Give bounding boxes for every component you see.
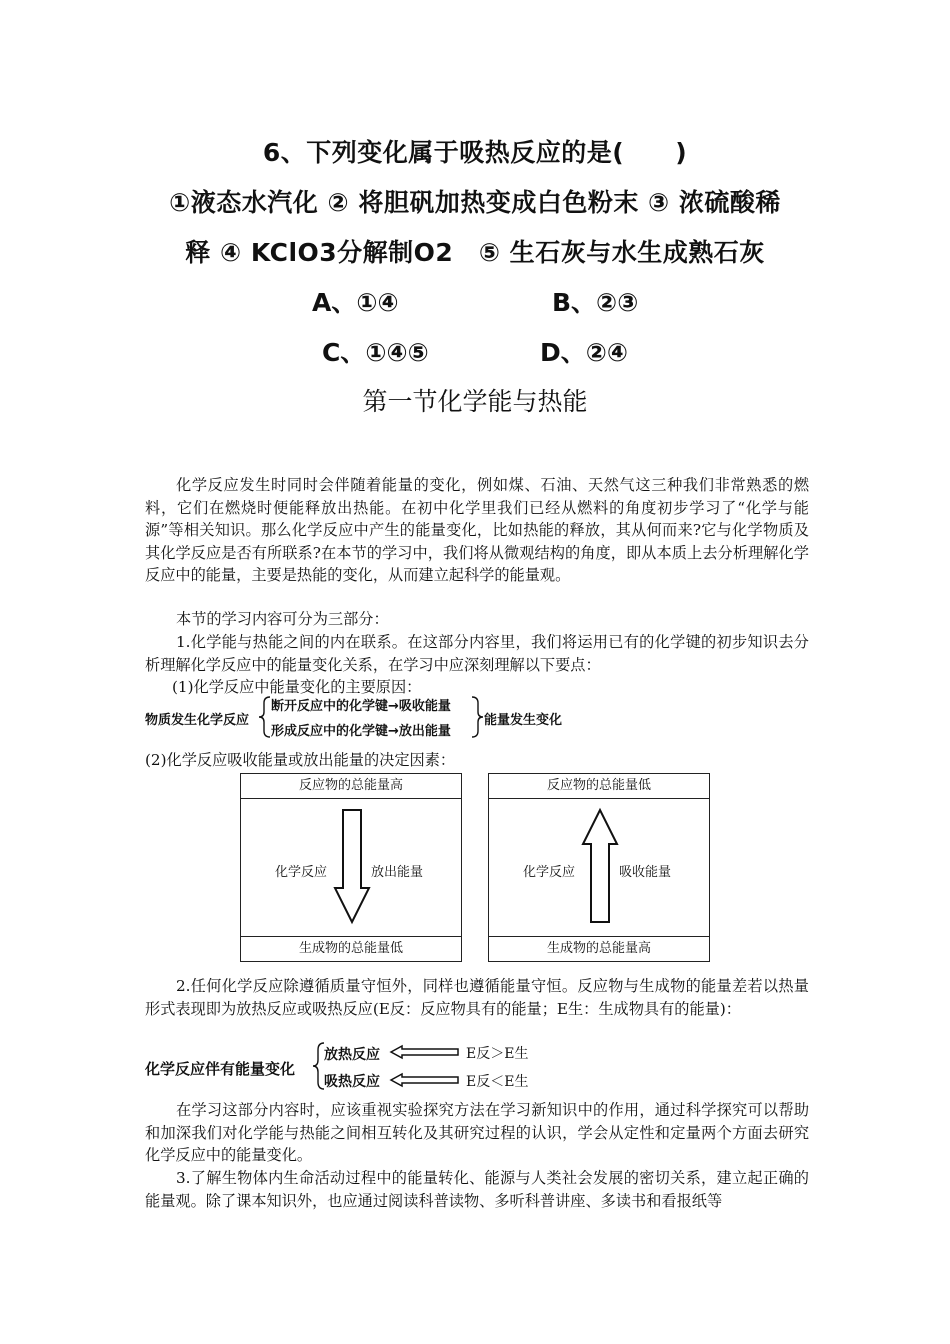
- parts-paragraph: 本节的学习内容可分为三部分：: [176, 610, 389, 628]
- exothermic-box: [240, 773, 462, 962]
- question-choices-line1: ①液态水汽化 ② 将胆矾加热变成白色粉末 ③ 浓硫酸稀: [169, 188, 781, 217]
- question-stem: 6、下列变化属于吸热反应的是( ): [262, 138, 688, 167]
- right-brace-icon: [470, 696, 484, 738]
- point2-paragraph: 2.任何化学反应除遵循质量守恒外，同样也遵循能量守恒。反应物与生成物的能量差若以热量形式表现即为放热反应或吸热反应(E反：反应物具有的能量；E生：生成物具有的能量)：: [145, 977, 809, 1018]
- question-choices-line2: 释 ④ KClO3分解制O2 ⑤ 生石灰与水生成熟石灰: [185, 238, 765, 267]
- sub2-heading: (2)化学反应吸收能量或放出能量的决定因素：: [145, 751, 456, 769]
- reaction-label: 化学反应: [523, 865, 576, 880]
- product-energy-low: 生成物的总能量低: [241, 936, 461, 961]
- absorb-energy-label: 吸收能量: [619, 865, 672, 880]
- endothermic-relation: E反＜E生: [466, 1074, 529, 1090]
- left-arrow-icon: [390, 1073, 460, 1087]
- section-title: 第一节化学能与热能: [362, 387, 588, 416]
- reaction-label: 化学反应: [275, 865, 328, 880]
- release-energy-label: 放出能量: [371, 865, 424, 880]
- scheme1-bottom: 形成反应中的化学键→放出能量: [271, 724, 451, 739]
- left-brace-icon: [258, 696, 272, 738]
- up-arrow-icon: [581, 808, 619, 924]
- reactant-energy-low: 反应物的总能量低: [489, 774, 709, 799]
- option-b: B、②③: [552, 288, 639, 317]
- scheme1-top: 断开反应中的化学键→吸收能量: [271, 699, 451, 714]
- scheme2-left: 化学反应伴有能量变化: [145, 1060, 296, 1078]
- option-d: D、②④: [540, 338, 629, 367]
- endothermic-box: [488, 773, 710, 962]
- endothermic-label: 吸热反应: [324, 1074, 380, 1090]
- option-c: C、①④⑤: [322, 338, 429, 367]
- exothermic-relation: E反＞E生: [466, 1046, 529, 1062]
- scheme1-right: 能量发生变化: [484, 713, 563, 728]
- intro-paragraph: 化学反应发生时同时会伴随着能量的变化，例如煤、石油、天然气这三种我们非常熟悉的燃料，它们在燃烧时便能释放出热能。在初中化学里我们已经从燃料的角度初步学习了“化学与能源”等相关知识。那么化学反应中产生的能量变化，比如热能的释放，其从何而来?它与化学物质及其化学反应是否有所联系?在本节的学习中，我们将从微观结构的角度，即从本质上去分析理解化学反应中的能量，主要是热能的变化，从而建立起科学的能量观。: [145, 476, 809, 584]
- left-arrow-icon: [390, 1045, 460, 1059]
- study-paragraph: 在学习这部分内容时，应该重视实验探究方法在学习新知识中的作用，通过科学探究可以帮助和加深我们对化学能与热能之间相互转化及其研究过程的认识，学会从定性和定量两个方面去研究化学反应中的能量变化。: [145, 1101, 809, 1164]
- exothermic-label: 放热反应: [324, 1047, 380, 1063]
- reactant-energy-high: 反应物的总能量高: [241, 774, 461, 799]
- option-a: A、①④: [312, 288, 399, 317]
- product-energy-high: 生成物的总能量高: [489, 936, 709, 961]
- point3-paragraph: 3.了解生物体内生命活动过程中的能量转化、能源与人类社会发展的密切关系，建立起正确的能量观。除了课本知识外，也应通过阅读科普读物、多听科普讲座、多读书和看报纸等: [145, 1169, 809, 1210]
- scheme1-left: 物质发生化学反应: [145, 713, 250, 728]
- point1-paragraph: 1.化学能与热能之间的内在联系。在这部分内容里，我们将运用已有的化学键的初步知识去分析理解化学反应中的能量变化关系，在学习中应深刻理解以下要点：: [145, 633, 809, 674]
- down-arrow-icon: [333, 808, 371, 924]
- sub1-heading: (1)化学反应中能量变化的主要原因：: [172, 678, 422, 696]
